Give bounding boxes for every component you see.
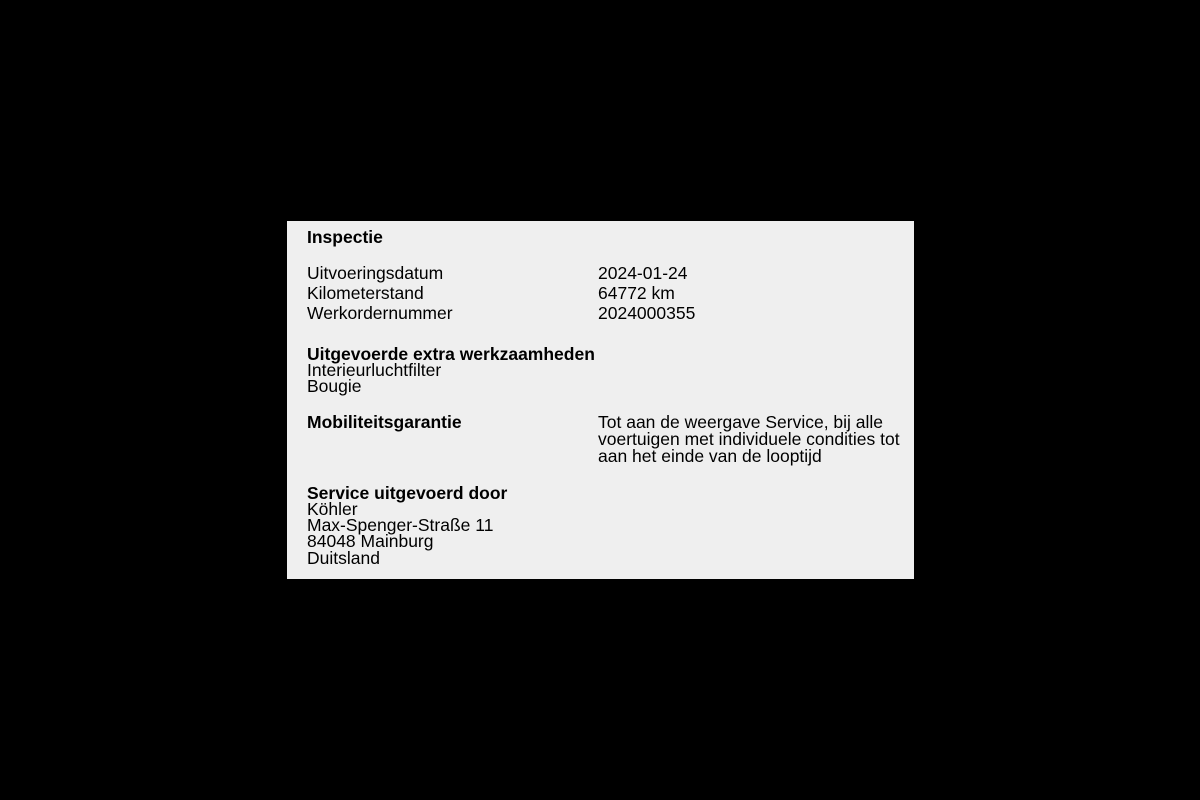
- detail-value: 64772 km: [598, 283, 675, 303]
- service-title: Service uitgevoerd door: [307, 483, 508, 503]
- mobility-value: Tot aan de weergave Service, bij alle voertuigen met individuele condities tot aan het einde van de looptijd: [598, 412, 900, 466]
- detail-label: Werkordernummer: [307, 303, 453, 323]
- extra-work-item: Bougie: [307, 376, 362, 396]
- inspection-card: [287, 221, 914, 579]
- service-country: Duitsland: [307, 548, 380, 568]
- extra-work-title: Uitgevoerde extra werkzaamheden: [307, 344, 595, 364]
- inspection-title: Inspectie: [307, 227, 383, 247]
- detail-row-work-order: [307, 303, 914, 323]
- detail-row-mileage: [307, 283, 914, 303]
- detail-value: 2024-01-24: [598, 263, 688, 283]
- service-city: 84048 Mainburg: [307, 531, 434, 551]
- detail-value: 2024000355: [598, 303, 696, 323]
- detail-row-date: [307, 263, 914, 283]
- service-dealer-name: Köhler: [307, 499, 358, 519]
- mobility-section: [307, 414, 914, 465]
- mobility-label: Mobiliteitsgarantie: [307, 412, 462, 432]
- extra-work-section: [307, 346, 914, 394]
- detail-label: Kilometerstand: [307, 283, 424, 303]
- service-section: [307, 485, 914, 568]
- extra-work-item: Interieurluchtfilter: [307, 360, 442, 380]
- service-street: Max-Spenger-Straße 11: [307, 515, 494, 535]
- inspection-details: [307, 263, 914, 323]
- detail-label: Uitvoeringsdatum: [307, 263, 444, 283]
